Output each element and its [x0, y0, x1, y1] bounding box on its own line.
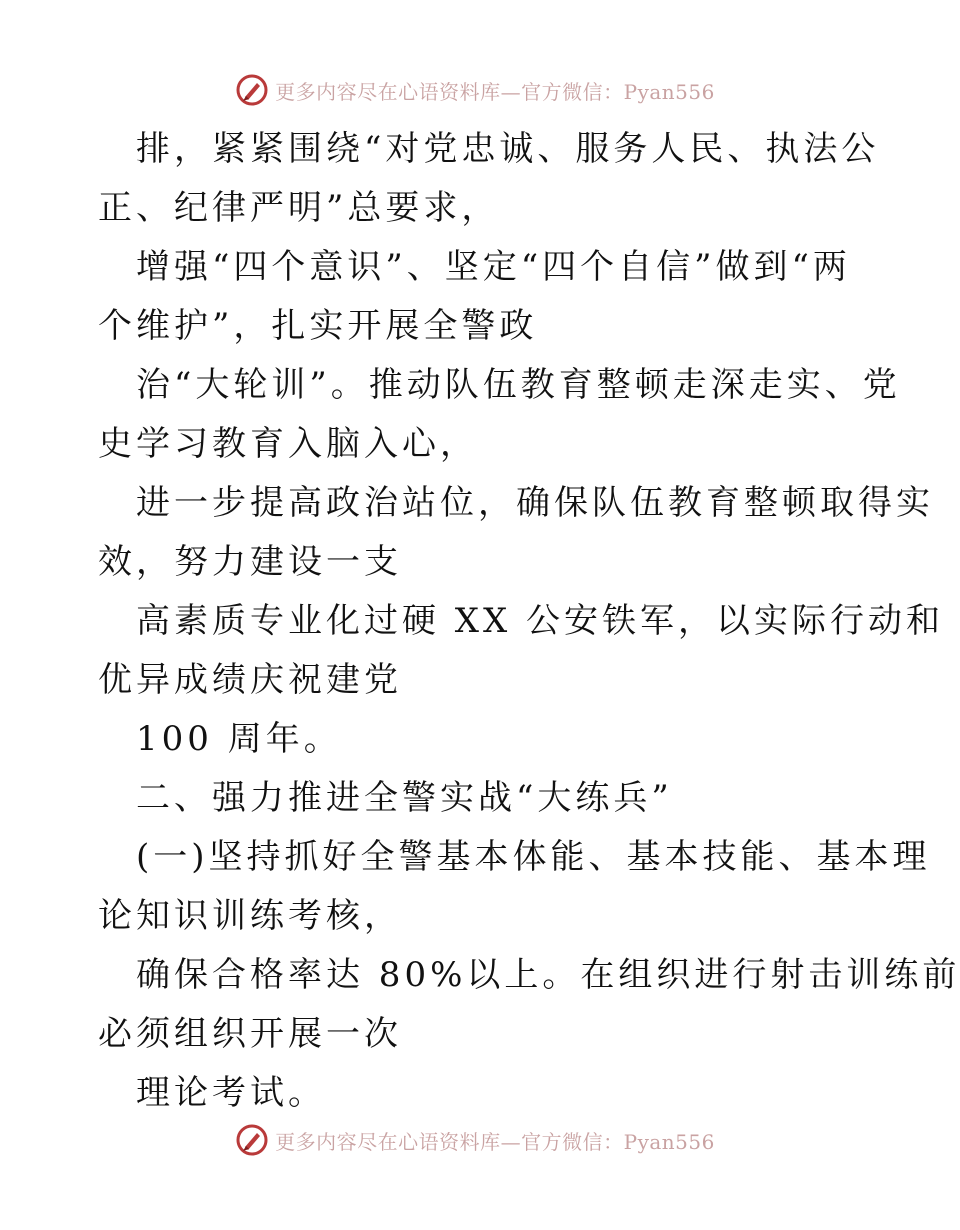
- text-line: 进一步提高政治站位，确保队伍教育整顿取得实: [136, 483, 934, 523]
- pen-seal-icon: [235, 1123, 269, 1157]
- text-line: 二、强力推进全警实战“大练兵”: [136, 778, 673, 818]
- text-line: 效，努力建设一支: [98, 542, 402, 582]
- text-line: 治“大轮训”。推动队伍教育整顿走深走实、党: [136, 365, 901, 405]
- footer-watermark: [0, 1120, 950, 1160]
- text-line: 理论考试。: [136, 1073, 326, 1113]
- text-line: 增强“四个意识”、坚定“四个自信”做到“两: [136, 247, 851, 287]
- text-line: 论知识训练考核，: [98, 896, 402, 936]
- header-watermark: [0, 70, 950, 110]
- text-line: 确保合格率达 80%以上。在组织进行射击训练前: [136, 955, 960, 995]
- text-line: 高素质专业化过硬 XX 公安铁军，以实际行动和: [136, 601, 945, 641]
- text-line: 排，紧紧围绕“对党忠诚、服务人民、执法公: [136, 129, 880, 169]
- text-line: 史学习教育入脑入心，: [98, 424, 478, 464]
- watermark-text: 更多内容尽在心语资料库—官方微信：Pyan556: [275, 79, 715, 104]
- text-line: 100 周年。: [136, 719, 342, 759]
- text-line: (一)坚持抓好全警基本体能、基本技能、基本理: [136, 837, 931, 877]
- text-line: 必须组织开展一次: [98, 1014, 402, 1054]
- text-line: 个维护”，扎实开展全警政: [98, 306, 538, 346]
- pen-seal-icon: [235, 73, 269, 107]
- document-body: [98, 120, 960, 1123]
- text-line: 正、纪律严明”总要求，: [98, 188, 500, 228]
- text-line: 优异成绩庆祝建党: [98, 660, 402, 700]
- watermark-text: 更多内容尽在心语资料库—官方微信：Pyan556: [275, 1129, 715, 1154]
